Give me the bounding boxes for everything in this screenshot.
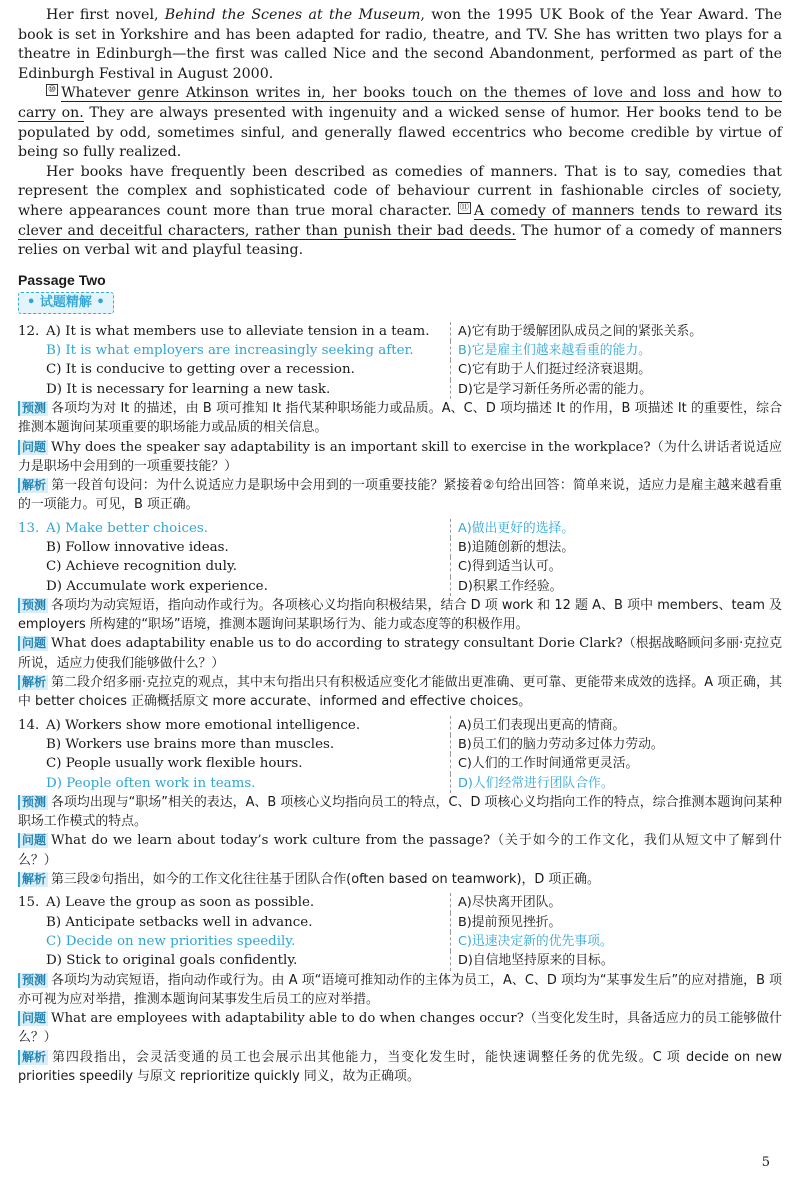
note-tag: 预测: [18, 598, 48, 613]
column-divider: [450, 519, 452, 538]
sentence-marker-11: ⑪: [459, 202, 469, 213]
option-letter: C): [46, 362, 62, 378]
note-text: 第二段介绍多丽·克拉克的观点，其中末句指出只有积极适应变化才能做出更准确、更可靠、更能带来成效的选择。A 项正确，其中 better choices 正确概括原文 more accurate、informed and effective choices。: [18, 675, 782, 710]
column-divider: [450, 893, 452, 912]
option-letter: B): [46, 736, 62, 752]
novel-title: Behind the Scenes at the Museum: [164, 7, 421, 23]
option-english: [18, 322, 450, 341]
option-chinese: C)迅速决定新的优先事项。: [458, 933, 613, 949]
option-letter: A): [46, 895, 61, 911]
sentence-marker-10: ⑩: [48, 85, 57, 96]
option-letter: D): [46, 953, 62, 969]
note-text: （根据战略顾问多丽·克拉克所说，适应力使我们能够做什么？）: [18, 636, 782, 671]
p1-text-pre: Her first novel,: [46, 7, 165, 23]
option-english: [18, 557, 450, 576]
option-chinese: B)提前预见挫折。: [458, 914, 562, 930]
column-divider: [450, 380, 452, 399]
p3-text-pre: Her books have frequently been described as comedies of manners. That is to say, comedies that represent the complex and sophisticated code of behaviour current in fashionable circles of society, where appearances count more than true moral character.: [18, 163, 782, 219]
option-text: Accumulate work experience.: [66, 578, 268, 594]
column-divider: [450, 322, 452, 341]
note-tag: 问题: [18, 833, 48, 848]
analysis-note: [18, 634, 782, 673]
option-letter: A): [46, 520, 61, 536]
option-letter: B): [46, 343, 62, 359]
note-text: （关于如今的工作文化，我们从短文中了解到什么？）: [18, 833, 783, 868]
option-english: [18, 893, 450, 912]
option-row: [18, 913, 782, 932]
note-text: （为什么讲话者说适应力是职场中会用到的一项重要技能？）: [18, 439, 782, 474]
column-divider: [450, 913, 452, 932]
note-text: 各项均出现与“职场”相关的表达，A、B 项核心义均指向员工的特点，C、D 项核心义均指向工作的特点，综合推测本题询问某种职场工作模式的特点。: [18, 794, 782, 830]
note-tag: 预测: [18, 795, 48, 810]
underlined-sentence: Whatever genre Atkinson writes in, her books touch on the themes of love and loss and how to carry on.: [18, 85, 782, 121]
option-row: [18, 341, 782, 360]
note-tag: 问题: [18, 440, 48, 455]
column-divider: [450, 774, 452, 793]
option-chinese: B)员工们的脑力劳动多过体力劳动。: [458, 736, 664, 752]
option-chinese: A)尽快离开团队。: [458, 895, 562, 911]
section-badge: • 试题精解 •: [18, 292, 114, 314]
option-row: [18, 951, 782, 970]
option-text: It is what members use to alleviate tension in a team.: [65, 323, 430, 339]
option-text: Achieve recognition duly.: [65, 559, 237, 575]
option-text: Follow innovative ideas.: [65, 539, 229, 555]
option-chinese: D)它是学习新任务所必需的能力。: [458, 381, 653, 397]
option-row: [18, 538, 782, 557]
column-divider: [450, 735, 452, 754]
option-letter: B): [46, 539, 62, 555]
question-number: 14.: [18, 717, 40, 733]
option-english: [18, 360, 450, 379]
option-english: [18, 716, 450, 735]
option-text: Workers show more emotional intelligence.: [65, 717, 361, 733]
option-chinese: D)人们经常进行团队合作。: [458, 775, 614, 791]
option-english: [18, 341, 450, 360]
note-text: 第一段首句设问：为什么说适应力是职场中会用到的一项重要技能？紧接着②句给出回答：简单来说，适应力是雇主越来越看重的一项能力。可见，B 项正确。: [18, 478, 782, 513]
analysis-note: [18, 971, 782, 1010]
note-text: 第三段②句指出，如今的工作文化往往基于团队合作(often based on teamwork)，D 项正确。: [51, 872, 600, 888]
question-text: Why does the speaker say adaptability is an important skill to exercise in the workplace?: [51, 439, 651, 455]
option-row: [18, 519, 782, 538]
option-chinese: C)人们的工作时间通常更灵活。: [458, 756, 639, 772]
column-divider: [450, 951, 452, 970]
question-text: What does adaptability enable us to do according to strategy consultant Dorie Clark?: [51, 636, 623, 652]
option-row: [18, 754, 782, 773]
option-english: [18, 913, 450, 932]
note-tag: 解析: [18, 872, 48, 887]
option-english: [18, 519, 450, 538]
passage-title: Passage Two: [18, 271, 106, 288]
analysis-note: [18, 596, 782, 635]
column-divider: [450, 577, 452, 596]
option-row: [18, 932, 782, 951]
option-letter: D): [46, 775, 62, 791]
note-text: 各项均为动宾短语，指向动作或行为。由 A 项“语境可推知动作的主体为员工，A、C、D 项均为“某事发生后”的应对措施，B 项亦可视为应对举措，推测本题询问某事发生后员工的应对举措。: [18, 972, 782, 1007]
note-tag: 解析: [18, 478, 48, 493]
analysis-note: [18, 476, 782, 515]
option-chinese: B)追随创新的想法。: [458, 539, 575, 555]
option-chinese: A)它有助于缓解团队成员之间的紧张关系。: [458, 323, 703, 339]
question-block: [18, 322, 782, 515]
option-chinese: B)它是雇主们越来越看重的能力。: [458, 343, 651, 359]
option-chinese: C)得到适当认可。: [458, 559, 562, 575]
option-row: [18, 380, 782, 399]
analysis-note: [18, 438, 782, 477]
column-divider: [450, 932, 452, 951]
analysis-note: [18, 870, 782, 889]
note-text: 各项均为对 It 的描述，由 B 项可推知 It 指代某种职场能力或品质。A、C、D 项均描述 It 的作用，B 项描述 It 的重要性，综合推测本题询问某项重要的职场能力或品质的相关信息。: [18, 400, 782, 436]
option-text: People often work in teams.: [66, 775, 256, 791]
note-tag: 问题: [18, 636, 48, 651]
option-chinese: D)自信地坚持原来的目标。: [458, 953, 614, 969]
option-row: [18, 716, 782, 735]
option-chinese: C)它有助于人们挺过经济衰退期。: [458, 362, 652, 378]
column-divider: [450, 754, 452, 773]
analysis-note: [18, 793, 782, 832]
option-english: [18, 774, 450, 793]
option-text: Stick to original goals confidently.: [66, 953, 298, 969]
note-tag: 解析: [18, 675, 48, 690]
note-text: 第四段指出，会灵活变通的员工也会展示出其他能力，当变化发生时，能快速调整任务的优先级。C 项 decide on new priorities speedily 与原文 reprioritize quickly 同义，故为正确项。: [18, 1049, 782, 1084]
option-row: [18, 322, 782, 341]
note-text: 各项均为动宾短语，指向动作或行为。各项核心义均指向积极结果，结合 D 项 work 和 12 题 A、B 项中 members、team 及 employers 所构建的“职场”语境，推测本题询问某职场行为、能力或态度等的积极作用。: [18, 597, 782, 633]
question-block: [18, 716, 782, 890]
option-chinese: D)积累工作经验。: [458, 578, 563, 594]
question-block: [18, 893, 782, 1086]
p3-text-post: The humor of a comedy of manners relies on verbal wit and playful teasing.: [18, 222, 782, 259]
option-text: Decide on new priorities speedily.: [65, 933, 296, 949]
note-text: （当变化发生时，具备适应力的员工能够做什么？）: [18, 1011, 782, 1046]
option-letter: C): [46, 933, 62, 949]
option-text: It is conducive to getting over a recession.: [65, 362, 355, 378]
option-letter: C): [46, 756, 62, 772]
option-text: Leave the group as soon as possible.: [65, 895, 315, 911]
question-text: What do we learn about today’s work culture from the passage?: [51, 833, 491, 849]
question-list: [18, 322, 782, 1087]
column-divider: [450, 341, 452, 360]
note-tag: 问题: [18, 1011, 48, 1026]
option-row: [18, 577, 782, 596]
option-text: Anticipate setbacks well in advance.: [65, 914, 313, 930]
option-english: [18, 951, 450, 970]
underlined-sentence: A comedy of manners tends to reward its clever and deceitful characters, rather than punish their bad deeds.: [18, 202, 782, 239]
option-english: [18, 932, 450, 951]
option-english: [18, 577, 450, 596]
p1-text-post: , won the 1995 UK Book of the Year Award. The book is set in Yorkshire and has been adapted for radio, theatre, and TV. She has written two plays for a theatre in Edinburgh—the first was called Nice and the second Abandonment, performed as part of the Edinburgh Festival in August 2000.: [18, 7, 783, 82]
note-tag: 解析: [18, 1050, 48, 1065]
note-tag: 预测: [18, 973, 48, 988]
option-row: [18, 360, 782, 379]
option-english: [18, 735, 450, 754]
note-tag: 预测: [18, 401, 48, 416]
column-divider: [450, 538, 452, 557]
column-divider: [450, 360, 452, 379]
page-number: 5: [761, 1155, 770, 1170]
option-row: [18, 735, 782, 754]
option-text: Make better choices.: [65, 520, 209, 536]
column-divider: [450, 716, 452, 735]
analysis-note: [18, 1048, 782, 1087]
option-chinese: A)员工们表现出更高的情商。: [458, 717, 626, 733]
question-number: 15.: [18, 895, 40, 911]
analysis-note: [18, 673, 782, 712]
option-letter: A): [46, 323, 61, 339]
analysis-note: [18, 1009, 782, 1048]
option-english: [18, 380, 450, 399]
option-row: [18, 774, 782, 793]
option-english: [18, 538, 450, 557]
question-text: What are employees with adaptability able to do when changes occur?: [51, 1011, 524, 1027]
option-english: [18, 754, 450, 773]
option-letter: D): [46, 578, 62, 594]
option-text: People usually work flexible hours.: [65, 756, 303, 772]
option-letter: D): [46, 381, 62, 397]
paragraph-2: [18, 84, 782, 162]
option-letter: C): [46, 559, 62, 575]
option-row: [18, 893, 782, 912]
option-text: It is what employers are increasingly seeking after.: [65, 343, 414, 359]
option-letter: B): [46, 914, 62, 930]
column-divider: [450, 557, 452, 576]
question-block: [18, 519, 782, 712]
analysis-note: [18, 831, 782, 870]
option-text: It is necessary for learning a new task.: [66, 381, 331, 397]
paragraph-1: [18, 6, 782, 84]
option-text: Workers use brains more than muscles.: [65, 736, 335, 752]
option-letter: A): [46, 717, 61, 733]
option-chinese: A)做出更好的选择。: [458, 520, 575, 536]
question-number: 12.: [18, 323, 40, 339]
p2-text-rest: They are always presented with ingenuity and a wicked sense of humor. Her books tend to be populated by odd, sometimes sinful, and generally flawed eccentrics who become credible by virtue of being so fully realized.: [18, 104, 783, 161]
paragraph-3: [18, 163, 782, 261]
question-number: 13.: [18, 520, 40, 536]
option-row: [18, 557, 782, 576]
analysis-note: [18, 399, 782, 438]
